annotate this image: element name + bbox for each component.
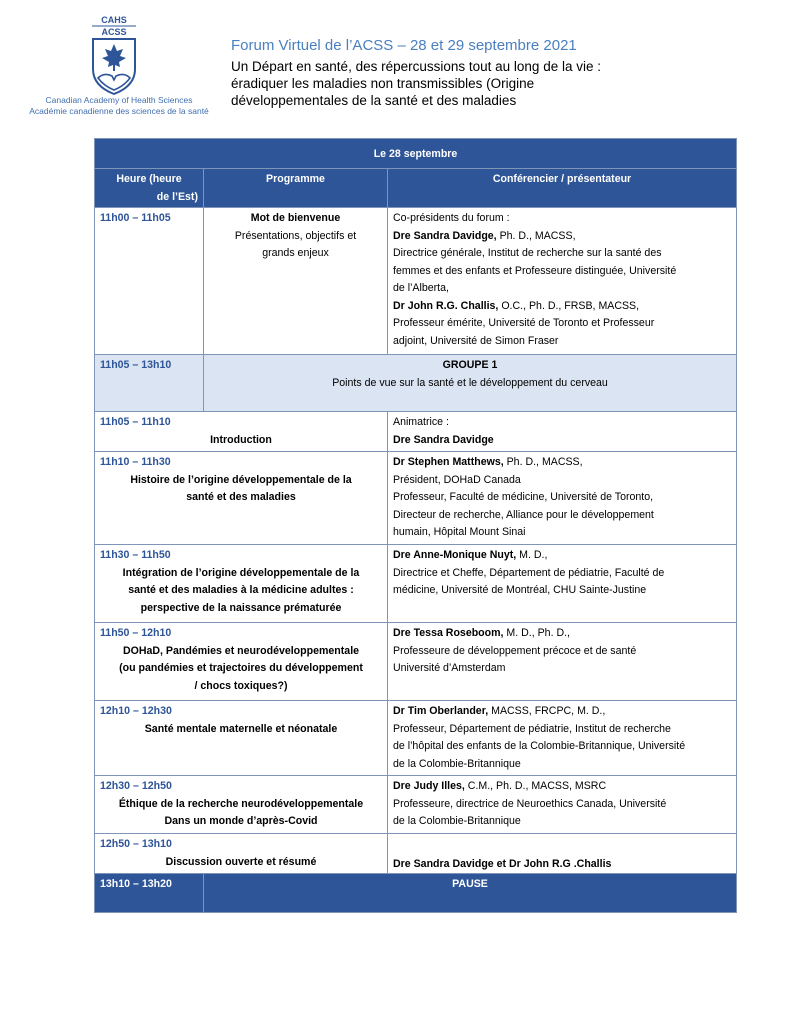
table-row	[95, 412, 737, 452]
speaker-credentials: O.C., Ph. D., FRSB, MACSS,	[498, 299, 640, 312]
speaker-line: Directeur de recherche, Alliance pour le développement	[393, 508, 654, 521]
session-time-program	[95, 452, 388, 545]
forum-subtitle	[231, 58, 691, 109]
session-speaker	[388, 412, 737, 452]
session-time-program	[95, 545, 388, 623]
speaker-name: Dre Judy Illes,	[393, 780, 465, 792]
session-title: Mot de bienvenue	[250, 212, 341, 224]
session-title: Intégration de l’origine développementale de la	[122, 566, 360, 579]
speaker-line: Professeur émérite, Université de Toronto et Professeur	[393, 317, 655, 329]
session-time: 12h30 – 12h50	[100, 780, 172, 792]
speaker-credentials: Ph. D., MACSS,	[496, 229, 576, 242]
session-title: santé et des maladies à la médicine adultes :	[128, 584, 354, 596]
group-time: 11h05 – 13h10	[95, 355, 204, 412]
session-desc: Présentations, objectifs et	[234, 229, 357, 242]
speaker-credentials: M. D.,	[516, 549, 548, 561]
subtitle-line: éradiquer les maladies non transmissibles (Origine	[231, 76, 535, 91]
speaker-line: Co-présidents du forum :	[393, 212, 510, 224]
session-speaker	[388, 545, 737, 623]
document-header	[231, 37, 691, 109]
cahs-acss-logo	[84, 14, 144, 98]
session-title: (ou pandémies et trajectoires du développement	[119, 662, 363, 674]
session-time: 11h05 – 11h10	[100, 416, 171, 428]
session-speaker	[388, 623, 737, 701]
speaker-line: de l’hôpital des enfants de la Colombie-Britannique, Université	[393, 740, 686, 752]
session-time: 12h10 – 12h30	[100, 705, 172, 717]
speaker-line: de l’Alberta,	[393, 282, 449, 294]
session-time-program	[95, 834, 388, 874]
session-time: 11h30 – 11h50	[100, 549, 171, 561]
speaker-line: Professeur, Faculté de médicine, Université de Toronto,	[393, 491, 654, 503]
session-desc: grands enjeux	[262, 247, 329, 259]
table-row	[95, 452, 737, 545]
speaker-name: Dre Anne-Monique Nuyt,	[393, 549, 517, 561]
pause-label: PAUSE	[204, 874, 737, 913]
speaker-line: de la Colombie-Britannique	[393, 815, 521, 827]
table-row	[95, 701, 737, 776]
session-time-program	[95, 776, 388, 834]
speaker-name: Dre Sandra Davidge et Dr John R.G .Challis	[393, 857, 612, 870]
session-title: Discussion ouverte et résumé	[165, 855, 317, 868]
col-header-speaker: Conférencier / présentateur	[388, 169, 737, 208]
session-time: 11h00 – 11h05	[95, 208, 204, 355]
session-title: santé et des maladies	[186, 491, 296, 503]
day-header-row	[95, 139, 737, 169]
speaker-line: médicine, Université de Montréal, CHU Sainte-Justine	[393, 584, 647, 596]
session-speaker	[388, 776, 737, 834]
speaker-credentials: Ph. D., MACSS,	[503, 456, 583, 468]
session-time: 12h50 – 13h10	[100, 838, 172, 850]
group-subtitle: Points de vue sur la santé et le développement du cerveau	[332, 376, 608, 389]
col-header-time-line: de l’Est)	[156, 190, 198, 203]
pause-row	[95, 874, 737, 913]
session-time: 11h10 – 11h30	[100, 456, 171, 468]
logo-acronym-fr: ACSS	[101, 27, 127, 37]
session-time-program	[95, 701, 388, 776]
pause-time: 13h10 – 13h20	[95, 874, 204, 913]
session-title: Éthique de la recherche neurodéveloppementale	[118, 797, 364, 810]
subtitle-line: développementales de la santé et des maladies	[231, 93, 517, 108]
speaker-credentials: C.M., Ph. D., MACSS, MSRC	[464, 780, 607, 792]
speaker-line: Professeure de développement précoce et de santé	[393, 644, 637, 657]
speaker-name: Dr John R.G. Challis,	[393, 299, 499, 312]
table-row	[95, 623, 737, 701]
speaker-line: adjoint, Université de Simon Fraser	[393, 334, 559, 347]
logo-caption-en: Canadian Academy of Health Sciences	[45, 95, 193, 105]
session-title: / chocs toxiques?)	[194, 679, 288, 692]
table-row	[95, 545, 737, 623]
group-title-cell	[204, 355, 737, 412]
session-time-program	[95, 623, 388, 701]
speaker-line: Directrice et Cheffe, Département de pédiatrie, Faculté de	[393, 566, 665, 579]
session-title: Histoire de l’origine développementale de la	[130, 473, 352, 486]
session-title: Introduction	[210, 433, 272, 446]
table-row	[95, 208, 737, 355]
speaker-name: Dr Stephen Matthews,	[393, 456, 504, 468]
column-header-row	[95, 169, 737, 208]
speaker-line: Président, DOHaD Canada	[393, 473, 521, 486]
speaker-line: femmes et des enfants et Professeure distinguée, Université	[393, 264, 677, 277]
session-program	[204, 208, 388, 355]
speaker-credentials: MACSS, FRCPC, M. D.,	[488, 705, 606, 717]
maple-leaf-icon	[102, 44, 126, 71]
speaker-credentials: M. D., Ph. D.,	[503, 627, 571, 639]
speaker-line: Animatrice :	[393, 416, 449, 428]
subtitle-line: Un Départ en santé, des répercussions tout au long de la vie :	[231, 59, 601, 74]
group-title: GROUPE 1	[442, 359, 498, 371]
session-time-program	[95, 412, 388, 452]
table-row	[95, 776, 737, 834]
speaker-name: Dre Tessa Roseboom,	[393, 627, 504, 639]
speaker-name: Dr Tim Oberlander,	[393, 705, 489, 717]
table-row	[95, 834, 737, 874]
speaker-line: Directrice générale, Institut de recherche sur la santé des	[393, 247, 662, 259]
speaker-line: Professeur, Département de pédiatrie, Institut de recherche	[393, 722, 671, 735]
col-header-program: Programme	[204, 169, 388, 208]
speaker-line: de la Colombie-Britannique	[393, 757, 521, 770]
forum-title: Forum Virtuel de l’ACSS – 28 et 29 septembre 2021	[231, 37, 577, 54]
logo-caption	[24, 95, 214, 117]
speaker-name: Dre Sandra Davidge	[393, 433, 494, 446]
schedule-table	[94, 138, 737, 913]
session-title: Dans un monde d’après-Covid	[164, 815, 318, 827]
session-time: 11h50 – 12h10	[100, 627, 172, 639]
session-title: Santé mentale maternelle et néonatale	[144, 722, 338, 735]
col-header-time-line: Heure (heure	[116, 173, 182, 185]
session-speaker	[388, 208, 737, 355]
session-title: DOHaD, Pandémies et neurodéveloppementale	[122, 644, 360, 657]
speaker-name: Dre Sandra Davidge,	[393, 229, 497, 242]
day-title: Le 28 septembre	[95, 139, 737, 169]
logo-caption-fr: Académie canadienne des sciences de la santé	[29, 106, 209, 116]
session-speaker	[388, 834, 737, 874]
col-header-time	[95, 169, 204, 208]
speaker-line: Université d’Amsterdam	[393, 662, 506, 674]
speaker-line: humain, Hôpital Mount Sinai	[393, 526, 526, 538]
session-title: perspective de la naissance prématurée	[140, 601, 342, 614]
session-speaker	[388, 452, 737, 545]
speaker-line: Professeure, directrice de Neuroethics Canada, Université	[393, 797, 667, 810]
logo-acronym-en: CAHS	[101, 15, 127, 25]
group-row	[95, 355, 737, 412]
session-speaker	[388, 701, 737, 776]
